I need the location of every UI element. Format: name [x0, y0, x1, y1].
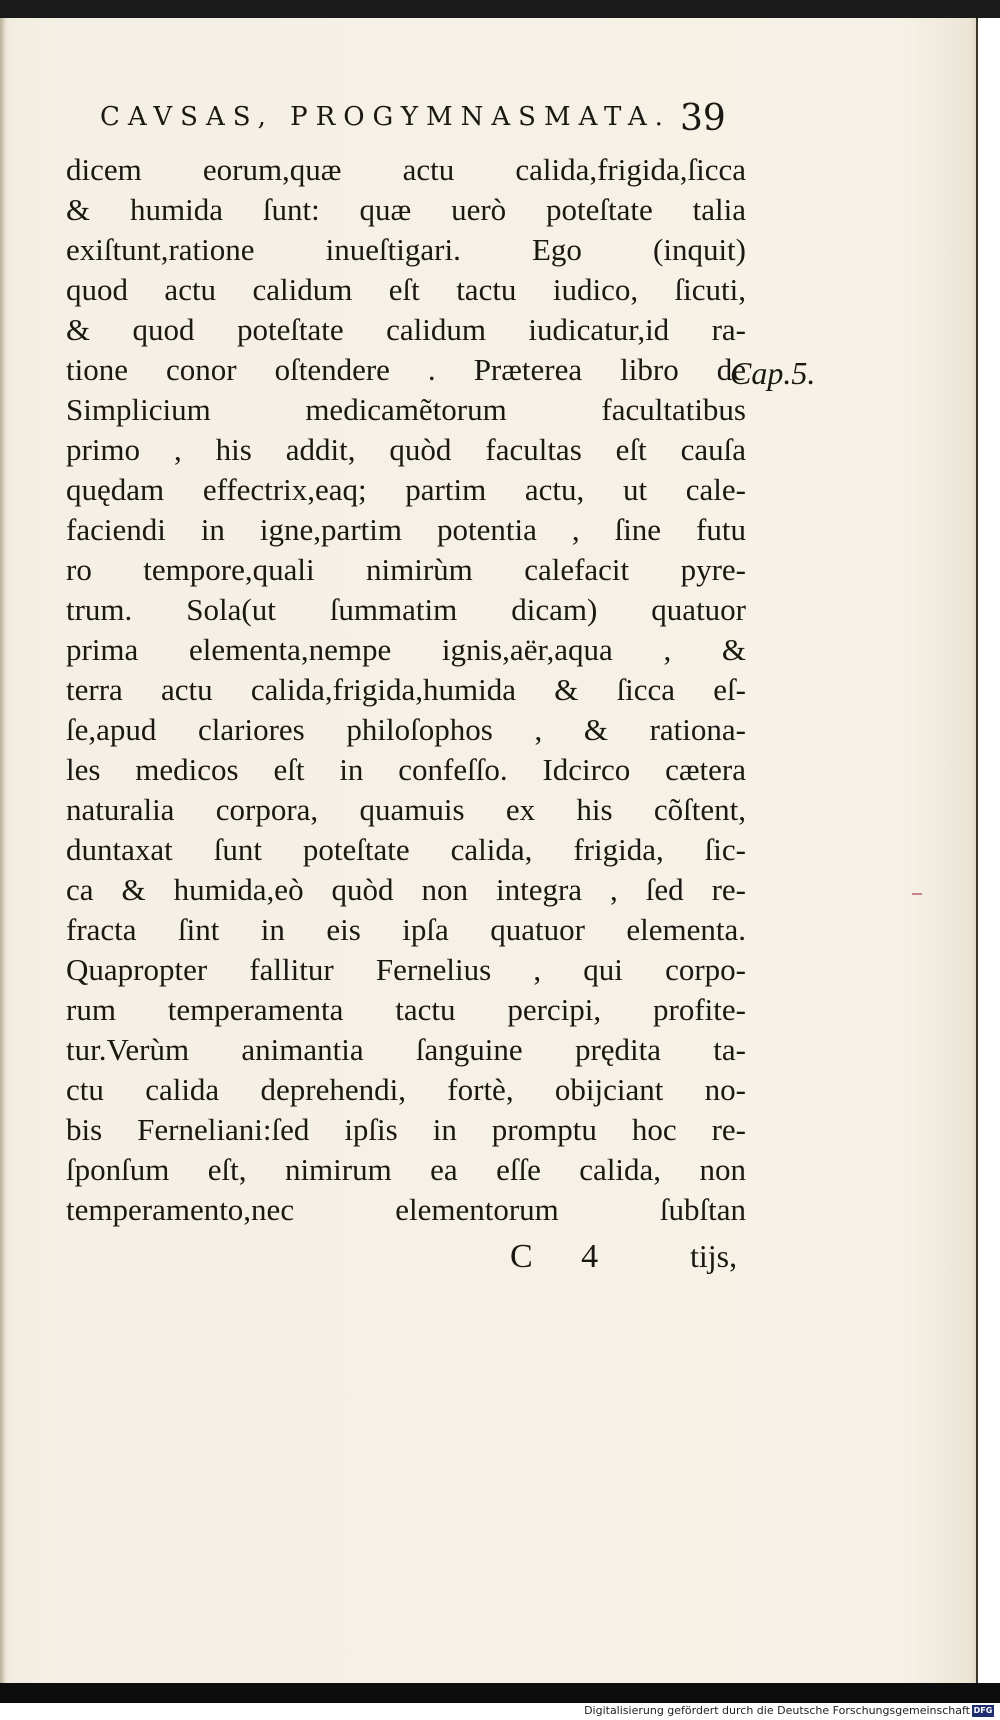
scan-bottom-border: [0, 1683, 1000, 1703]
page-gutter-edge: [0, 18, 6, 1683]
text-line: exiſtunt,ratione inueſtigari. Ego (inquit): [66, 232, 746, 267]
marginal-note: Cap.5.: [730, 355, 816, 391]
text-line: trum. Sola(ut ſummatim dicam) quatuor: [66, 592, 746, 627]
text-line: quod actu calidum eſt tactu iudico, ſicuti,: [66, 272, 746, 307]
text-line: Simplicium medicamẽtorum facultatibus: [66, 392, 746, 427]
text-line: primo , his addit, quòd facultas eſt cauſa: [66, 432, 746, 467]
text-line: & quod poteſtate calidum iudicatur,id ra-: [66, 312, 746, 347]
text-line: les medicos eſt in confeſſo. Idcirco cætera: [66, 752, 746, 787]
dfg-logo: DFG: [973, 1706, 993, 1715]
text-line: quędam effectrix,eaq; partim actu, ut cale-: [66, 472, 746, 507]
page-number: 39: [680, 98, 726, 139]
text-line: & humida ſunt: quæ uerò poteſtate talia: [66, 192, 746, 227]
text-line: duntaxat ſunt poteſtate calida, frigida, ſic-: [66, 832, 746, 867]
text-line: ca & humida,eò quòd non integra , ſed re-: [66, 872, 746, 907]
signature-mark: C 4: [510, 1238, 619, 1275]
text-line: ſe,apud clariores philoſophos , & rationa-: [66, 712, 746, 747]
footer-bar: [0, 1703, 1000, 1720]
text-line: prima elementa,nempe ignis,aër,aqua , &: [66, 632, 746, 667]
body-text: [66, 150, 746, 1230]
text-line: ctu calida deprehendi, fortè, obijciant no-: [66, 1072, 746, 1107]
text-line: bis Ferneliani:ſed ipſis in promptu hoc re-: [66, 1112, 746, 1147]
running-header: [100, 98, 726, 146]
text-line: rum temperamenta tactu percipi, profite-: [66, 992, 746, 1027]
text-line: faciendi in igne,partim potentia , ſine futu: [66, 512, 746, 547]
running-title: CAVSAS, PROGYMNASMATA.: [100, 102, 671, 132]
catchword: tijs,: [690, 1238, 738, 1274]
margin-mark: [912, 893, 922, 895]
text-line: terra actu calida,frigida,humida & ſicca eſ-: [66, 672, 746, 707]
scan-top-border: [0, 0, 1000, 18]
text-line: fracta ſint in eis ipſa quatuor elementa.: [66, 912, 746, 947]
text-line: ro tempore,quali nimirùm calefacit pyre-: [66, 552, 746, 587]
text-line: Quapropter fallitur Fernelius , qui corpo-: [66, 952, 746, 987]
text-line: naturalia corpora, quamuis ex his cõſtent,: [66, 792, 746, 827]
text-line: ſponſum eſt, nimirum ea eſſe calida, non: [66, 1152, 746, 1187]
text-line: dicem eorum,quæ actu calida,frigida,ſicca: [66, 152, 746, 187]
text-line: temperamento,nec elementorum ſubſtan: [66, 1192, 746, 1227]
text-line: tione conor oſtendere . Præterea libro de: [66, 352, 746, 387]
footer-credit: Digitalisierung gefördert durch die Deutsche Forschungsgemeinschaft: [584, 1704, 970, 1717]
text-line: tur.Verùm animantia ſanguine prędita ta-: [66, 1032, 746, 1067]
